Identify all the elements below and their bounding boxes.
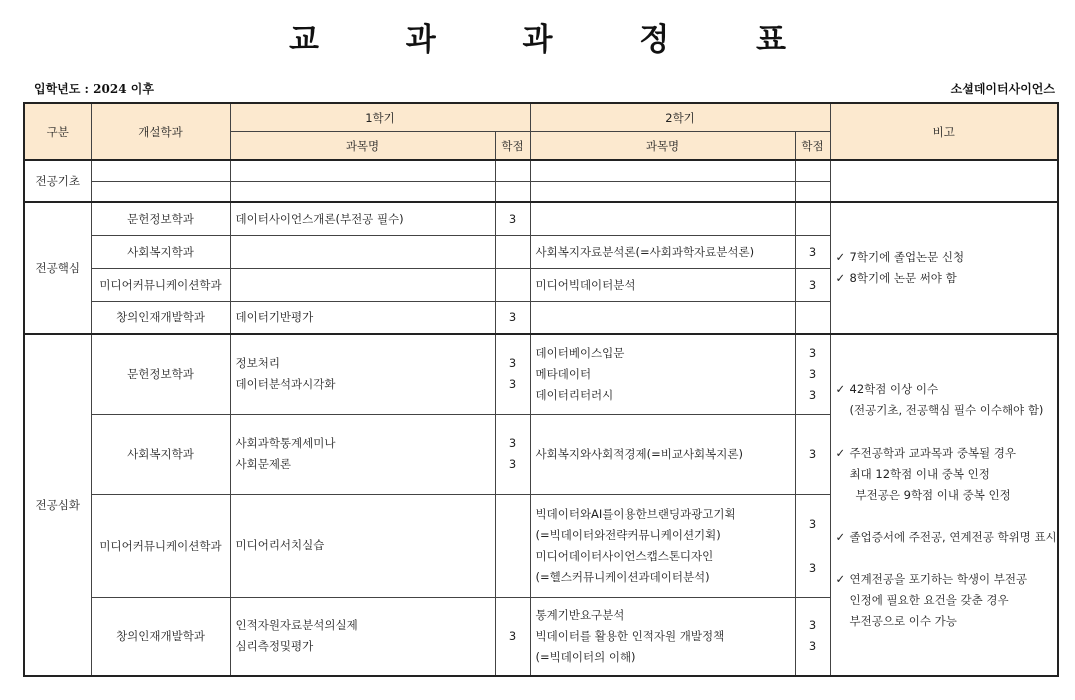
adv-note: ✓ 졸업증서에 주전공, 연계전공 학위명 표시 <box>836 527 1053 548</box>
spacer <box>836 548 1053 569</box>
adv-dept: 사회복지학과 <box>91 414 230 494</box>
core-s2-credit: 3 <box>795 235 830 268</box>
adv-dept: 미디어커뮤니케이션학과 <box>91 494 230 597</box>
adv-s1-credits: 3 3 <box>495 414 530 494</box>
header-sem1-credit: 학점 <box>495 132 530 161</box>
header-category: 구분 <box>24 103 91 160</box>
adv-s1-courses: 인적자원자료분석의실제 심리측정및평가 <box>230 597 495 676</box>
core-s2-course <box>530 301 795 334</box>
adv-s2-credits: 3 <box>795 414 830 494</box>
core-remarks <box>830 202 1058 334</box>
core-note: ✓ 7학기에 졸업논문 신청 <box>836 247 1053 268</box>
adv-s1-courses: 사회과학통계세미나 사회문제론 <box>230 414 495 494</box>
curriculum-table <box>23 102 1059 677</box>
adv-s2-courses: 통계기반요구분석 빅데이터를 활용한 인적자원 개발정책 (=빅데이터의 이해) <box>530 597 795 676</box>
adv-s2-courses: 빅데이터와AI를이용한브랜딩과광고기획 (=빅데이터와전략커뮤니케이션기획) 미디어데이터사이언스캡스톤디자인 (=헬스커뮤니케이션과데이터분석) <box>530 494 795 597</box>
section-basic-label: 전공기초 <box>24 160 91 202</box>
core-s1-course: 데이터기반평가 <box>230 301 495 334</box>
adv-s2-credits: 3 3 <box>795 597 830 676</box>
core-s2-credit <box>795 202 830 235</box>
core-dept: 창의인재개발학과 <box>91 301 230 334</box>
adv-dept: 문헌정보학과 <box>91 334 230 414</box>
basic-dept <box>91 160 230 181</box>
section-advanced-label: 전공심화 <box>24 334 91 676</box>
basic-s1-course-2 <box>230 181 495 202</box>
basic-remarks <box>830 160 1058 202</box>
basic-dept-2 <box>91 181 230 202</box>
header-sem1-course: 과목명 <box>230 132 495 161</box>
adv-s1-credits: 3 3 <box>495 334 530 414</box>
check-icon: ✓ <box>835 250 846 264</box>
basic-s2-credit <box>795 160 830 181</box>
adv-s1-credits <box>495 494 530 597</box>
header-remarks: 비고 <box>830 103 1058 160</box>
core-s1-credit <box>495 268 530 301</box>
header-sem2-course: 과목명 <box>530 132 795 161</box>
core-dept: 문헌정보학과 <box>91 202 230 235</box>
adv-note-sub: 최대 12학점 이내 중복 인정 <box>849 466 990 481</box>
core-dept: 미디어커뮤니케이션학과 <box>91 268 230 301</box>
adv-s2-courses: 데이터베이스입문 메타데이터 데이터리터러시 <box>530 334 795 414</box>
entry-year: 입학년도 : 2024 이후 <box>34 82 154 96</box>
header-opening-dept: 개설학과 <box>91 103 230 160</box>
check-icon: ✓ <box>835 381 846 396</box>
basic-s1-credit <box>495 160 530 181</box>
adv-s2-credits: 3 3 <box>795 494 830 597</box>
core-s2-course <box>530 202 795 235</box>
core-note: ✓ 8학기에 논문 써야 함 <box>836 268 1053 289</box>
page-title: 교 과 과 정 표 <box>289 22 824 58</box>
adv-note-sub: (전공기초, 전공핵심 필수 이수해야 함) <box>849 402 1044 417</box>
core-s1-credit: 3 <box>495 202 530 235</box>
header-sem2-credit: 학점 <box>795 132 830 161</box>
core-s1-credit: 3 <box>495 301 530 334</box>
department-name: 소셜데이터사이언스 <box>950 82 1055 96</box>
section-core-label: 전공핵심 <box>24 202 91 334</box>
header-sem2: 2학기 <box>530 103 830 132</box>
adv-note-sub: 부전공은 9학점 이내 중복 인정 <box>855 487 1011 502</box>
core-s2-course: 사회복지자료분석론(=사회과학자료분석론) <box>530 235 795 268</box>
adv-dept: 창의인재개발학과 <box>91 597 230 676</box>
spacer <box>836 421 1053 443</box>
core-s1-course <box>230 268 495 301</box>
adv-s1-credits: 3 <box>495 597 530 676</box>
spacer <box>836 506 1053 527</box>
adv-note-sub: 인정에 필요한 요건을 갖춘 경우 <box>849 592 1009 607</box>
core-s2-credit: 3 <box>795 268 830 301</box>
header-sem1: 1학기 <box>230 103 530 132</box>
basic-s1-credit-2 <box>495 181 530 202</box>
core-s1-course <box>230 235 495 268</box>
adv-s2-credits: 3 3 3 <box>795 334 830 414</box>
check-icon: ✓ <box>835 571 846 586</box>
check-icon: ✓ <box>835 529 846 544</box>
core-s1-course: 데이터사이언스개론(부전공 필수) <box>230 202 495 235</box>
check-icon: ✓ <box>835 271 846 285</box>
adv-s1-courses: 정보처리 데이터분석과시각화 <box>230 334 495 414</box>
adv-s1-courses: 미디어리서치실습 <box>230 494 495 597</box>
core-dept: 사회복지학과 <box>91 235 230 268</box>
basic-s2-credit-2 <box>795 181 830 202</box>
core-s2-credit <box>795 301 830 334</box>
basic-s1-course <box>230 160 495 181</box>
core-s1-credit <box>495 235 530 268</box>
check-icon: ✓ <box>835 445 846 460</box>
basic-s2-course-2 <box>530 181 795 202</box>
adv-note: ✓ 연계전공을 포기하는 학생이 부전공 <box>836 569 1053 590</box>
adv-note: ✓ 42학점 이상 이수 <box>836 379 1053 400</box>
adv-note: ✓ 주전공학과 교과목과 중복될 경우 <box>836 443 1053 464</box>
adv-note-sub: 부전공으로 이수 가능 <box>849 613 957 628</box>
core-s2-course: 미디어빅데이터분석 <box>530 268 795 301</box>
adv-s2-courses: 사회복지와사회적경제(=비교사회복지론) <box>530 414 795 494</box>
basic-s2-course <box>530 160 795 181</box>
advanced-remarks <box>830 334 1058 676</box>
